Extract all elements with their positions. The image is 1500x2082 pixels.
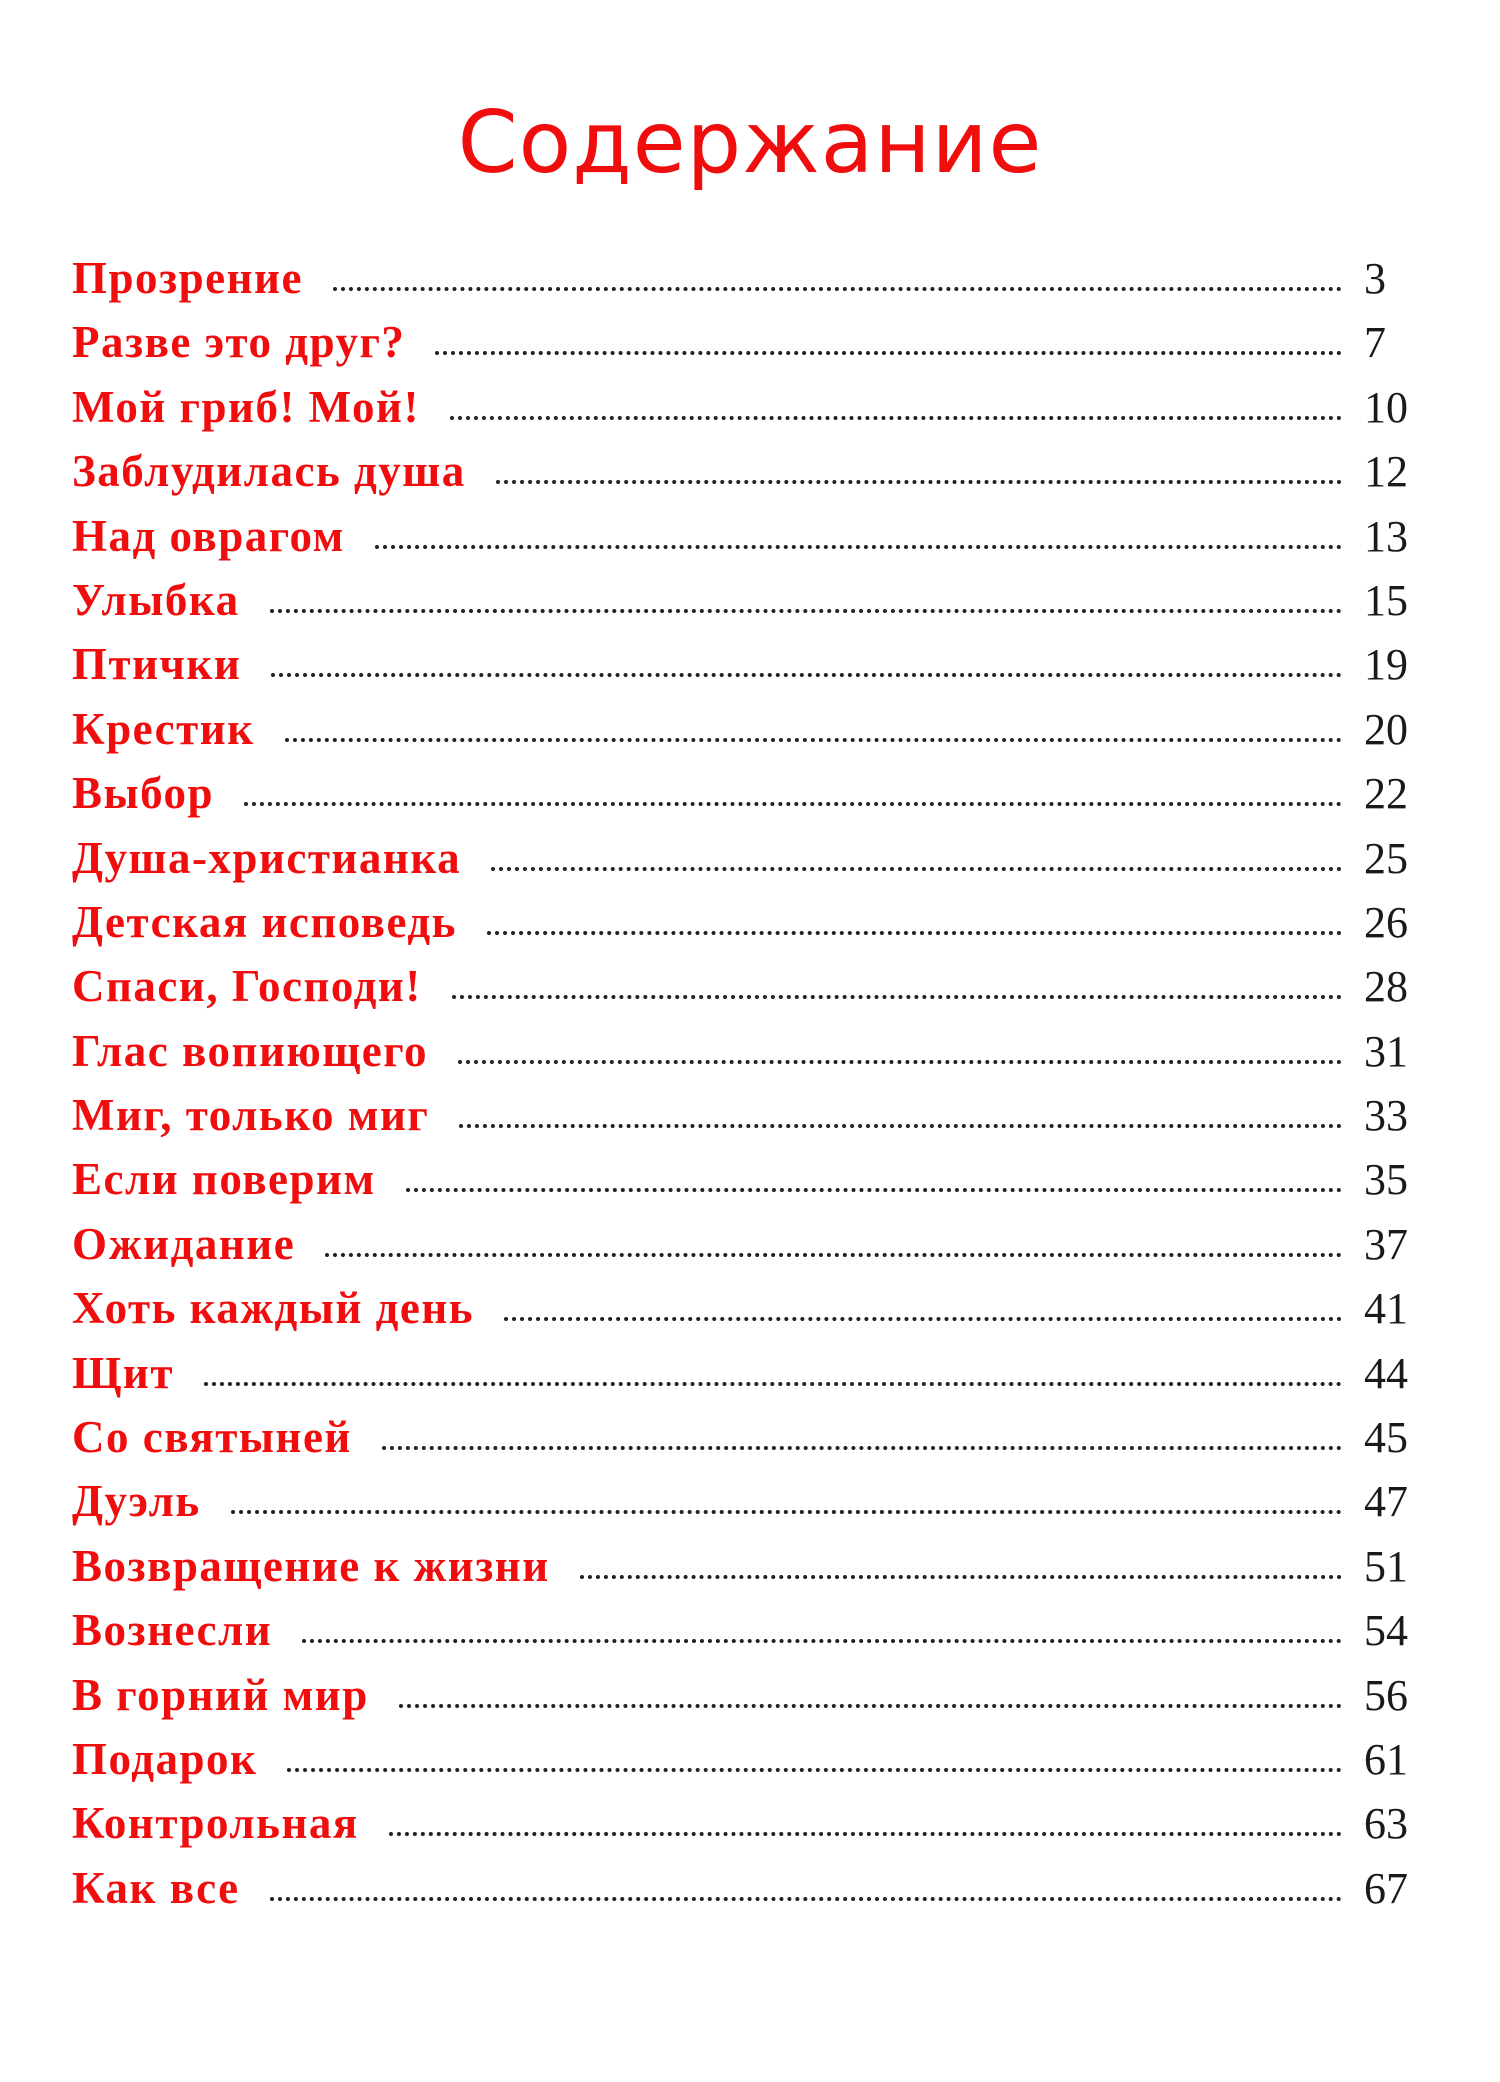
toc-entry-page: 41: [1364, 1284, 1408, 1334]
toc-entry-page: 35: [1364, 1155, 1408, 1205]
toc-entry: [72, 703, 1422, 767]
dot-leader: [487, 931, 1342, 935]
toc-entry-page: 44: [1364, 1348, 1408, 1398]
dot-leader: [270, 1897, 1342, 1901]
toc-entry-title: Если поверим: [72, 1154, 376, 1205]
toc-entry-title: Миг, только миг: [72, 1090, 430, 1141]
dot-leader: [382, 1446, 1342, 1450]
toc-entry-page: 10: [1364, 382, 1408, 432]
toc-entry: [72, 1282, 1422, 1346]
toc-entry: [72, 1862, 1422, 1926]
toc-entry-page: 51: [1364, 1541, 1408, 1591]
toc-entry-title: Душа-христианка: [72, 832, 462, 883]
toc-entry: [72, 832, 1422, 896]
toc-entry-title: Над оврагом: [72, 510, 345, 561]
toc-entry: [72, 1347, 1422, 1411]
dot-leader: [496, 480, 1342, 484]
toc-entry-page: 28: [1364, 962, 1408, 1012]
toc-entry: [72, 1089, 1422, 1153]
toc-entry-page: 45: [1364, 1413, 1408, 1463]
dot-leader: [325, 1253, 1342, 1257]
toc-entry-page: 63: [1364, 1799, 1408, 1849]
dot-leader: [302, 1639, 1342, 1643]
page-title: Содержание: [457, 93, 1043, 193]
toc-entry-page: 61: [1364, 1734, 1408, 1784]
toc-entry-title: Улыбка: [72, 574, 240, 625]
toc-entry-title: Ожидание: [72, 1218, 296, 1269]
toc-entry-page: 31: [1364, 1026, 1408, 1076]
toc-entry-title: Мой гриб! Мой!: [72, 381, 420, 432]
dot-leader: [271, 673, 1342, 677]
toc-entry-page: 22: [1364, 769, 1408, 819]
toc-entry-title: Спаси, Господи!: [72, 961, 422, 1012]
toc-entry-title: Подарок: [72, 1733, 258, 1784]
toc-entry-title: Прозрение: [72, 253, 303, 303]
toc-entry-page: 25: [1364, 833, 1408, 883]
toc-entry-title: Крестик: [72, 703, 255, 754]
toc-entry: [72, 316, 1422, 380]
toc-entry: [72, 445, 1422, 509]
dot-leader: [375, 545, 1342, 549]
dot-leader: [399, 1704, 1342, 1708]
dot-leader: [333, 287, 1342, 291]
toc-entry-page: 20: [1364, 704, 1408, 754]
dot-leader: [406, 1188, 1342, 1192]
toc-entry-page: 67: [1364, 1863, 1408, 1913]
toc-entry-title: Щит: [72, 1347, 174, 1398]
toc-entry: [72, 1797, 1422, 1861]
dot-leader: [270, 609, 1342, 613]
toc-entry: [72, 574, 1422, 638]
dot-leader: [459, 1124, 1342, 1128]
toc-entry-title: В горний мир: [72, 1669, 369, 1720]
toc-entry-title: Со святыней: [72, 1412, 352, 1463]
dot-leader: [458, 1060, 1342, 1064]
toc-entry: [72, 1475, 1422, 1539]
toc-entry-title: Как все: [72, 1862, 240, 1913]
toc-entry-title: Заблудилась душа: [72, 446, 466, 497]
toc-entry-page: 3: [1364, 254, 1386, 303]
toc-entry-page: 33: [1364, 1091, 1408, 1141]
dot-leader: [389, 1832, 1342, 1836]
dot-leader: [244, 802, 1342, 806]
toc-entry-page: 54: [1364, 1606, 1408, 1656]
toc-entry-title: Детская исповедь: [72, 896, 457, 947]
toc-entry: [72, 1540, 1422, 1604]
toc-entry-page: 19: [1364, 640, 1408, 690]
toc-entry: [72, 1669, 1422, 1733]
toc-entry-page: 47: [1364, 1477, 1408, 1527]
toc-entry-page: 7: [1364, 318, 1386, 368]
toc-entry: [72, 638, 1422, 702]
dot-leader: [491, 867, 1342, 871]
toc-entry-title: Хоть каждый день: [72, 1283, 475, 1334]
toc-entry-title: Разве это друг?: [72, 317, 406, 368]
toc-entry: [72, 1153, 1422, 1217]
toc-entry: [72, 252, 1422, 316]
toc-entry-title: Глас вопиющего: [72, 1025, 429, 1076]
dot-leader: [231, 1510, 1342, 1514]
toc-entry-page: 12: [1364, 447, 1408, 497]
toc-entry: [72, 1218, 1422, 1282]
toc-entry-title: Контрольная: [72, 1798, 359, 1849]
dot-leader: [285, 738, 1342, 742]
toc-entry: [72, 960, 1422, 1024]
toc-entry-page: 37: [1364, 1219, 1408, 1269]
dot-leader: [450, 416, 1342, 420]
toc-entry: [72, 381, 1422, 445]
toc-entry: [72, 896, 1422, 960]
dot-leader: [204, 1382, 1342, 1386]
toc-entry-title: Выбор: [72, 768, 215, 819]
table-of-contents: [72, 252, 1422, 1926]
toc-entry: [72, 510, 1422, 574]
toc-entry-title: Птички: [72, 639, 242, 690]
toc-entry: [72, 1411, 1422, 1475]
toc-entry-page: 15: [1364, 575, 1408, 625]
toc-entry-page: 26: [1364, 897, 1408, 947]
toc-entry: [72, 1025, 1422, 1089]
dot-leader: [452, 995, 1342, 999]
toc-entry-page: 13: [1364, 511, 1408, 561]
toc-entry-title: Дуэль: [72, 1476, 201, 1527]
toc-entry: [72, 767, 1422, 831]
dot-leader: [435, 351, 1342, 355]
toc-entry-page: 56: [1364, 1670, 1408, 1720]
dot-leader: [580, 1575, 1342, 1579]
dot-leader: [504, 1317, 1342, 1321]
dot-leader: [287, 1768, 1342, 1772]
toc-entry-title: Вознесли: [72, 1605, 273, 1656]
toc-entry: [72, 1604, 1422, 1668]
toc-entry: [72, 1733, 1422, 1797]
toc-entry-title: Возвращение к жизни: [72, 1540, 550, 1591]
